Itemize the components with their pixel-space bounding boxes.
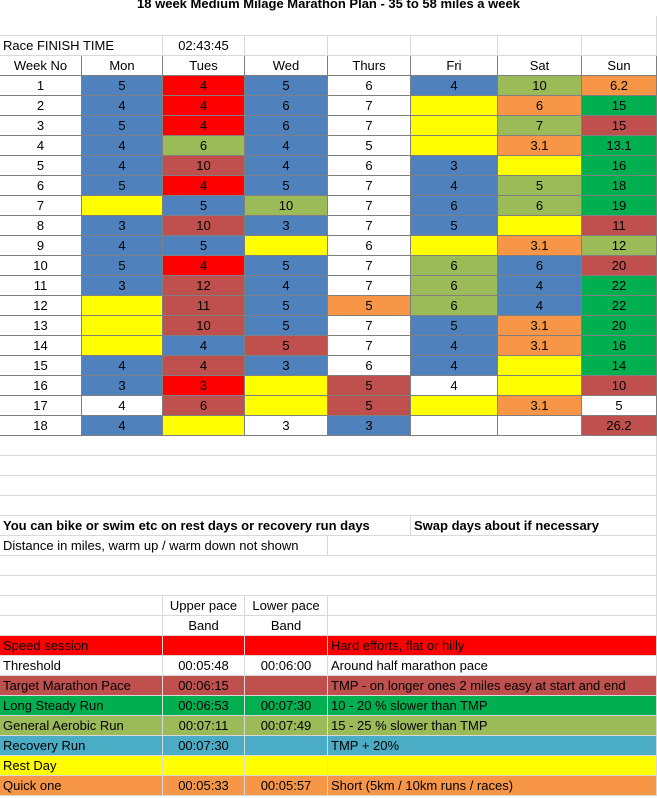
plan-cell[interactable]: 5 xyxy=(245,296,328,316)
plan-cell[interactable]: 4 xyxy=(498,296,582,316)
plan-cell[interactable] xyxy=(82,316,163,336)
plan-cell[interactable] xyxy=(411,236,498,256)
plan-cell[interactable]: 6 xyxy=(411,256,498,276)
finish-time-value[interactable]: 02:43:45 xyxy=(163,36,245,56)
plan-cell[interactable]: 3 xyxy=(328,416,411,436)
plan-cell[interactable]: 5 xyxy=(82,76,163,96)
note-distance[interactable]: Distance in miles, warm up / warm down not shown xyxy=(0,536,328,556)
legend-label[interactable]: Quick one xyxy=(0,776,163,796)
plan-cell[interactable]: 3.1 xyxy=(498,316,582,336)
plan-cell[interactable]: 22 xyxy=(582,296,657,316)
plan-cell[interactable]: 4 xyxy=(163,176,245,196)
legend-lower-pace[interactable]: 00:06:00 xyxy=(245,656,328,676)
week-number[interactable]: 5 xyxy=(0,156,82,176)
empty-cell[interactable] xyxy=(245,36,328,56)
plan-cell[interactable]: 7 xyxy=(328,216,411,236)
plan-cell[interactable]: 5 xyxy=(328,136,411,156)
plan-cell[interactable]: 6 xyxy=(328,236,411,256)
plan-cell[interactable]: 16 xyxy=(582,336,657,356)
plan-cell[interactable]: 10 xyxy=(163,216,245,236)
week-number[interactable]: 7 xyxy=(0,196,82,216)
upper-band-header[interactable]: Band xyxy=(163,616,245,636)
plan-cell[interactable]: 5 xyxy=(328,396,411,416)
plan-cell[interactable]: 12 xyxy=(163,276,245,296)
plan-cell[interactable]: 5 xyxy=(498,176,582,196)
plan-cell[interactable]: 5 xyxy=(411,316,498,336)
note-swap-days[interactable]: Swap days about if necessary xyxy=(411,516,657,536)
plan-title: 18 week Medium Milage Marathon Plan - 35 to 58 miles a week xyxy=(137,0,520,11)
plan-cell[interactable]: 3.1 xyxy=(498,396,582,416)
blank-row[interactable] xyxy=(0,456,657,476)
legend-label[interactable]: Target Marathon Pace xyxy=(0,676,163,696)
plan-cell[interactable]: 4 xyxy=(82,356,163,376)
plan-cell[interactable]: 6 xyxy=(245,96,328,116)
plan-cell[interactable]: 19 xyxy=(582,196,657,216)
legend-upper-pace[interactable]: 00:06:15 xyxy=(163,676,245,696)
blank-row[interactable] xyxy=(0,16,657,36)
column-header-fri[interactable]: Fri xyxy=(411,56,498,76)
plan-cell[interactable]: 7 xyxy=(328,256,411,276)
plan-cell[interactable]: 14 xyxy=(582,356,657,376)
week-number[interactable]: 15 xyxy=(0,356,82,376)
column-header-sun[interactable]: Sun xyxy=(582,56,657,76)
plan-cell[interactable]: 5 xyxy=(245,176,328,196)
legend-label[interactable]: Recovery Run xyxy=(0,736,163,756)
plan-cell[interactable]: 7 xyxy=(328,116,411,136)
plan-cell[interactable] xyxy=(498,416,582,436)
legend-description[interactable]: Short (5km / 10km runs / races) xyxy=(328,776,657,796)
plan-cell[interactable] xyxy=(411,136,498,156)
plan-cell[interactable]: 5 xyxy=(82,256,163,276)
empty-cell[interactable] xyxy=(498,36,582,56)
plan-cell[interactable]: 3 xyxy=(82,276,163,296)
week-number[interactable]: 4 xyxy=(0,136,82,156)
column-header-week-no[interactable]: Week No xyxy=(0,56,82,76)
plan-cell[interactable]: 6 xyxy=(328,356,411,376)
column-header-tues[interactable]: Tues xyxy=(163,56,245,76)
empty-cell[interactable] xyxy=(582,36,657,56)
legend-upper-pace[interactable] xyxy=(163,756,245,776)
plan-cell[interactable] xyxy=(82,336,163,356)
week-number[interactable]: 13 xyxy=(0,316,82,336)
plan-cell[interactable]: 16 xyxy=(582,156,657,176)
plan-cell[interactable]: 6 xyxy=(245,116,328,136)
plan-cell[interactable]: 5 xyxy=(328,296,411,316)
plan-cell[interactable]: 6 xyxy=(328,76,411,96)
plan-cell[interactable]: 7 xyxy=(328,196,411,216)
plan-cell[interactable]: 5 xyxy=(245,256,328,276)
week-number[interactable]: 9 xyxy=(0,236,82,256)
plan-cell[interactable]: 18 xyxy=(582,176,657,196)
plan-cell[interactable]: 4 xyxy=(163,76,245,96)
plan-cell[interactable]: 3 xyxy=(411,156,498,176)
legend-description[interactable] xyxy=(328,756,657,776)
plan-cell[interactable]: 3 xyxy=(245,416,328,436)
legend-lower-pace[interactable]: 00:07:30 xyxy=(245,696,328,716)
plan-cell[interactable]: 3.1 xyxy=(498,136,582,156)
plan-cell[interactable]: 4 xyxy=(82,236,163,256)
plan-cell[interactable] xyxy=(411,96,498,116)
empty-cell[interactable] xyxy=(328,616,657,636)
plan-cell[interactable]: 6 xyxy=(411,296,498,316)
week-number[interactable]: 8 xyxy=(0,216,82,236)
plan-cell[interactable]: 4 xyxy=(498,276,582,296)
empty-cell[interactable] xyxy=(411,36,498,56)
plan-cell[interactable]: 4 xyxy=(245,136,328,156)
lower-band-header[interactable]: Band xyxy=(245,616,328,636)
column-header-mon[interactable]: Mon xyxy=(82,56,163,76)
plan-cell[interactable]: 3 xyxy=(245,216,328,236)
legend-lower-pace[interactable] xyxy=(245,736,328,756)
plan-cell[interactable]: 4 xyxy=(411,176,498,196)
plan-cell[interactable]: 4 xyxy=(411,76,498,96)
plan-cell[interactable]: 4 xyxy=(82,396,163,416)
plan-cell[interactable] xyxy=(82,296,163,316)
finish-time-label[interactable]: Race FINISH TIME xyxy=(0,36,163,56)
plan-cell[interactable]: 4 xyxy=(82,96,163,116)
week-number[interactable]: 16 xyxy=(0,376,82,396)
week-number[interactable]: 14 xyxy=(0,336,82,356)
blank-row[interactable] xyxy=(0,556,657,576)
plan-cell[interactable]: 6 xyxy=(328,156,411,176)
legend-upper-pace[interactable]: 00:05:48 xyxy=(163,656,245,676)
plan-cell[interactable]: 11 xyxy=(163,296,245,316)
week-number[interactable]: 18 xyxy=(0,416,82,436)
blank-row[interactable] xyxy=(0,436,657,456)
plan-cell[interactable]: 4 xyxy=(82,136,163,156)
plan-cell[interactable]: 11 xyxy=(582,216,657,236)
plan-cell[interactable]: 3.1 xyxy=(498,336,582,356)
plan-cell[interactable]: 5 xyxy=(82,176,163,196)
plan-cell[interactable]: 4 xyxy=(411,336,498,356)
plan-cell[interactable] xyxy=(498,216,582,236)
week-number[interactable]: 6 xyxy=(0,176,82,196)
legend-upper-pace[interactable] xyxy=(163,636,245,656)
empty-cell[interactable] xyxy=(328,596,657,616)
plan-cell[interactable]: 7 xyxy=(328,176,411,196)
plan-cell[interactable] xyxy=(245,396,328,416)
legend-label[interactable]: General Aerobic Run xyxy=(0,716,163,736)
plan-cell[interactable] xyxy=(82,196,163,216)
legend-upper-pace[interactable]: 00:05:33 xyxy=(163,776,245,796)
plan-cell[interactable]: 6 xyxy=(411,196,498,216)
plan-cell[interactable]: 6 xyxy=(411,276,498,296)
plan-cell[interactable]: 4 xyxy=(411,376,498,396)
plan-cell[interactable]: 13.1 xyxy=(582,136,657,156)
plan-cell[interactable]: 5 xyxy=(245,76,328,96)
column-header-wed[interactable]: Wed xyxy=(245,56,328,76)
plan-cell[interactable] xyxy=(498,376,582,396)
plan-cell[interactable]: 10 xyxy=(582,376,657,396)
plan-cell[interactable]: 6 xyxy=(498,256,582,276)
legend-description[interactable]: Hard efforts, flat or hilly xyxy=(328,636,657,656)
plan-cell[interactable]: 22 xyxy=(582,276,657,296)
plan-cell[interactable]: 10 xyxy=(163,316,245,336)
plan-cell[interactable]: 6 xyxy=(498,196,582,216)
plan-cell[interactable]: 15 xyxy=(582,96,657,116)
plan-cell[interactable]: 4 xyxy=(82,156,163,176)
plan-cell[interactable]: 3 xyxy=(163,376,245,396)
legend-label[interactable]: Speed session xyxy=(0,636,163,656)
lower-pace-header[interactable]: Lower pace xyxy=(245,596,328,616)
empty-cell[interactable] xyxy=(328,36,411,56)
legend-description[interactable]: Around half marathon pace xyxy=(328,656,657,676)
plan-cell[interactable]: 6 xyxy=(498,96,582,116)
legend-upper-pace[interactable]: 00:07:11 xyxy=(163,716,245,736)
plan-cell[interactable] xyxy=(245,236,328,256)
plan-cell[interactable]: 3 xyxy=(82,376,163,396)
plan-cell[interactable]: 6 xyxy=(163,136,245,156)
plan-cell[interactable]: 7 xyxy=(328,336,411,356)
legend-lower-pace[interactable]: 00:05:57 xyxy=(245,776,328,796)
plan-cell[interactable]: 4 xyxy=(82,416,163,436)
plan-cell[interactable]: 5 xyxy=(328,376,411,396)
plan-cell[interactable]: 4 xyxy=(163,116,245,136)
blank-row[interactable] xyxy=(0,496,657,516)
week-number[interactable]: 11 xyxy=(0,276,82,296)
plan-cell[interactable]: 5 xyxy=(82,116,163,136)
plan-cell[interactable]: 4 xyxy=(245,276,328,296)
legend-description[interactable]: TMP + 20% xyxy=(328,736,657,756)
legend-label[interactable]: Rest Day xyxy=(0,756,163,776)
plan-cell[interactable]: 12 xyxy=(582,236,657,256)
legend-lower-pace[interactable] xyxy=(245,676,328,696)
week-number[interactable]: 10 xyxy=(0,256,82,276)
week-number[interactable]: 17 xyxy=(0,396,82,416)
plan-cell[interactable] xyxy=(411,116,498,136)
plan-cell[interactable]: 4 xyxy=(411,356,498,376)
plan-cell[interactable]: 5 xyxy=(245,336,328,356)
legend-upper-pace[interactable]: 00:06:53 xyxy=(163,696,245,716)
plan-cell[interactable]: 5 xyxy=(411,216,498,236)
note-bike-swim[interactable]: You can bike or swim etc on rest days or recovery run days xyxy=(0,516,411,536)
plan-cell[interactable]: 5 xyxy=(163,196,245,216)
week-number[interactable]: 3 xyxy=(0,116,82,136)
upper-pace-header[interactable]: Upper pace xyxy=(163,596,245,616)
plan-cell[interactable]: 5 xyxy=(245,316,328,336)
plan-cell[interactable]: 26.2 xyxy=(582,416,657,436)
plan-cell[interactable]: 10 xyxy=(245,196,328,216)
plan-cell[interactable]: 5 xyxy=(582,396,657,416)
legend-description[interactable]: 15 - 25 % slower than TMP xyxy=(328,716,657,736)
plan-cell[interactable]: 4 xyxy=(245,156,328,176)
empty-cell[interactable] xyxy=(328,536,657,556)
blank-row[interactable] xyxy=(0,576,657,596)
empty-cell[interactable] xyxy=(0,616,163,636)
plan-cell[interactable] xyxy=(163,416,245,436)
legend-lower-pace[interactable] xyxy=(245,756,328,776)
legend-lower-pace[interactable]: 00:07:49 xyxy=(245,716,328,736)
week-number[interactable]: 2 xyxy=(0,96,82,116)
plan-cell[interactable]: 7 xyxy=(328,276,411,296)
plan-cell[interactable] xyxy=(245,376,328,396)
legend-label[interactable]: Long Steady Run xyxy=(0,696,163,716)
plan-cell[interactable]: 6 xyxy=(163,396,245,416)
plan-cell[interactable] xyxy=(498,156,582,176)
plan-cell[interactable] xyxy=(411,396,498,416)
plan-cell[interactable]: 7 xyxy=(328,96,411,116)
plan-cell[interactable]: 10 xyxy=(163,156,245,176)
plan-cell[interactable]: 15 xyxy=(582,116,657,136)
plan-cell[interactable]: 3.1 xyxy=(498,236,582,256)
plan-cell[interactable]: 6.2 xyxy=(582,76,657,96)
plan-cell[interactable]: 4 xyxy=(163,96,245,116)
week-number[interactable]: 12 xyxy=(0,296,82,316)
plan-cell[interactable]: 5 xyxy=(163,236,245,256)
legend-label[interactable]: Threshold xyxy=(0,656,163,676)
legend-description[interactable]: TMP - on longer ones 2 miles easy at start and end xyxy=(328,676,657,696)
blank-row[interactable] xyxy=(0,476,657,496)
plan-cell[interactable]: 3 xyxy=(245,356,328,376)
column-header-thurs[interactable]: Thurs xyxy=(328,56,411,76)
plan-cell[interactable]: 7 xyxy=(498,116,582,136)
legend-lower-pace[interactable] xyxy=(245,636,328,656)
legend-description[interactable]: 10 - 20 % slower than TMP xyxy=(328,696,657,716)
plan-cell[interactable]: 20 xyxy=(582,316,657,336)
plan-cell[interactable] xyxy=(498,356,582,376)
column-header-sat[interactable]: Sat xyxy=(498,56,582,76)
plan-cell[interactable]: 20 xyxy=(582,256,657,276)
week-number[interactable]: 1 xyxy=(0,76,82,96)
plan-cell[interactable]: 10 xyxy=(498,76,582,96)
legend-upper-pace[interactable]: 00:07:30 xyxy=(163,736,245,756)
plan-cell[interactable]: 4 xyxy=(163,336,245,356)
plan-cell[interactable]: 7 xyxy=(328,316,411,336)
empty-cell[interactable] xyxy=(0,596,163,616)
plan-cell[interactable]: 4 xyxy=(163,356,245,376)
plan-cell[interactable]: 3 xyxy=(82,216,163,236)
plan-cell[interactable]: 4 xyxy=(163,256,245,276)
plan-cell[interactable] xyxy=(411,416,498,436)
